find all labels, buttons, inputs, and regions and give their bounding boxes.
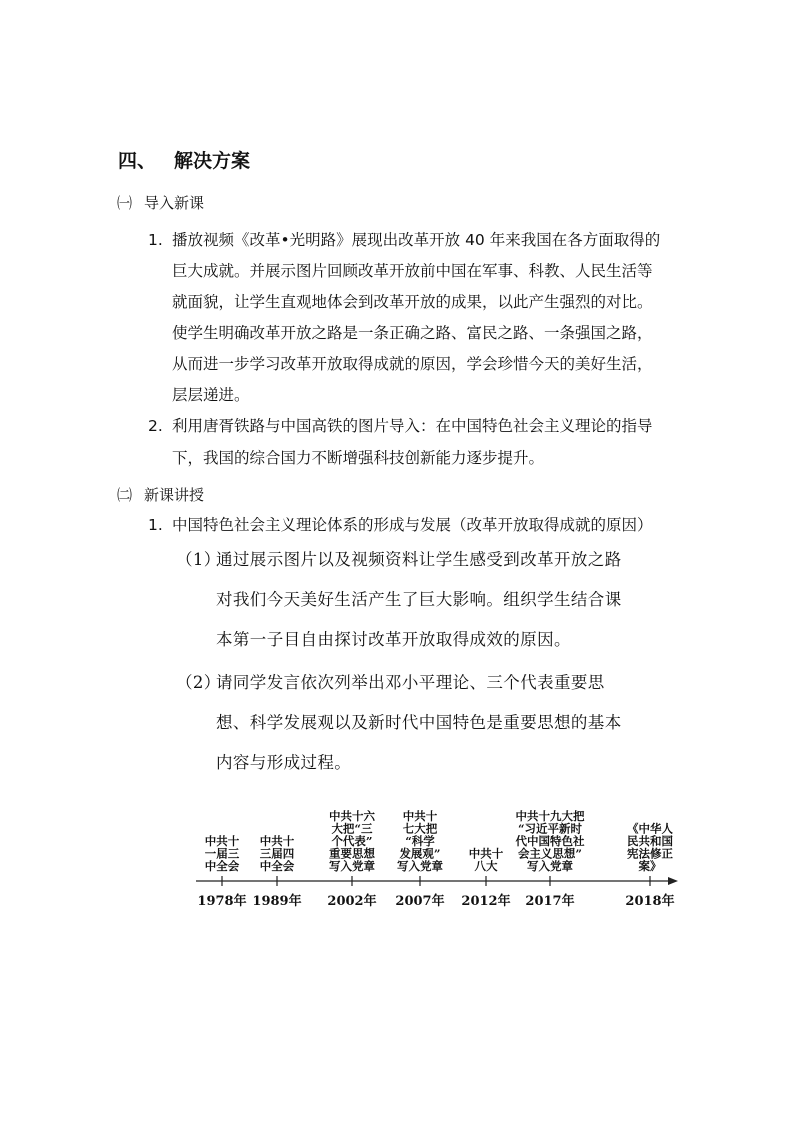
part1-item2-line-1 xyxy=(148,414,653,436)
part1-item1-line-6: 层层递进。 xyxy=(172,386,250,404)
text-line: 播放视频《改革•光明路》展现出改革开放 40 年来我国在各方面取得的 xyxy=(172,231,661,249)
part1-item2-line-2: 下，我国的综合国力不断增强科技创新能力逐步提升。 xyxy=(172,449,545,467)
text-line: 通过展示图片以及视频资料让学生感受到改革开放之路 xyxy=(216,550,622,569)
part2-item1 xyxy=(148,513,653,535)
timeline-year-label: 2018年 xyxy=(625,894,675,909)
timeline-event-label: 中共十 xyxy=(402,809,438,823)
sub2-marker: （2） xyxy=(176,673,221,692)
sub1-marker: （1） xyxy=(176,550,221,569)
part1-title: 导入新课 xyxy=(144,194,205,212)
timeline-year-label: 1978年 xyxy=(197,894,247,909)
timeline-event-label: 大把“三 xyxy=(331,821,373,836)
timeline-year-label: 1989年 xyxy=(252,894,302,909)
section-number: 四、 xyxy=(118,150,157,172)
timeline-event-label: 发展观” xyxy=(399,846,441,861)
text-line: 利用唐胥铁路与中国高铁的图片导入：在中国特色社会主义理论的指导 xyxy=(172,417,653,435)
section-heading xyxy=(118,146,250,173)
part2-sub1-line-3: 本第一子目自由探讨改革开放取得成效的原因。 xyxy=(216,630,571,649)
timeline-event-label: 中共十九大把 xyxy=(515,809,585,823)
timeline-event-label: 一届三 xyxy=(204,846,240,861)
timeline-event-label: 中全会 xyxy=(259,859,295,873)
part1-marker: ㈠ xyxy=(117,194,133,212)
timeline-event-label: 写入党章 xyxy=(527,859,573,873)
part2-sub2-line-2: 想、科学发展观以及新时代中国特色是重要思想的基本 xyxy=(216,713,622,732)
timeline-event-label: 宪法修正 xyxy=(627,846,673,861)
part2-title: 新课讲授 xyxy=(144,486,205,504)
timeline-event-label: 案》 xyxy=(638,859,662,873)
section-title: 解决方案 xyxy=(174,150,251,172)
timeline-event-label: 会主义思想” xyxy=(517,846,583,861)
timeline-event-label: 中共十 xyxy=(468,846,504,861)
part2-sub1-line-2: 对我们今天美好生活产生了巨大影响。组织学生结合课 xyxy=(216,590,622,609)
timeline-event-label: “习近平新时 xyxy=(517,821,583,836)
timeline-event-label: 中共十六 xyxy=(329,809,375,823)
timeline-year-label: 2012年 xyxy=(461,894,511,909)
part1-item1-number: 1. xyxy=(148,231,163,249)
timeline-event-label: 《中华人 xyxy=(627,821,673,836)
timeline-event-label: 七大把 xyxy=(402,821,438,836)
part2-heading xyxy=(117,484,204,505)
timeline-event-label: 民共和国 xyxy=(627,834,673,848)
timeline-event-label: 三届四 xyxy=(259,846,295,861)
part1-item2-number: 2. xyxy=(148,417,163,435)
text-line: 中国特色社会主义理论体系的形成与发展（改革开放取得成就的原因） xyxy=(172,516,653,534)
timeline-figure xyxy=(190,790,690,915)
part2-marker: ㈡ xyxy=(117,486,133,504)
timeline-year-label: 2002年 xyxy=(327,894,377,909)
text-line: 请同学发言依次列举出邓小平理论、三个代表重要思 xyxy=(216,673,605,692)
timeline-event-label: 写入党章 xyxy=(329,859,375,873)
part1-item1-line-3: 就面貌，让学生直观地体会到改革开放的成果，以此产生强烈的对比。 xyxy=(172,293,653,311)
part2-sub2-line-3: 内容与形成过程。 xyxy=(216,753,352,772)
part1-item1-line-4: 使学生明确改革开放之路是一条正确之路、富民之路、一条强国之路， xyxy=(172,324,653,342)
timeline-year-label: 2017年 xyxy=(525,894,575,909)
timeline-event-label: 代中国特色社 xyxy=(515,834,585,848)
timeline-event-label: 中共十 xyxy=(204,834,240,848)
timeline-event-label: 中共十 xyxy=(259,834,295,848)
part1-item1-line-1 xyxy=(148,228,660,250)
timeline-event-label: 个代表” xyxy=(331,834,373,848)
timeline-year-label: 2007年 xyxy=(395,894,445,909)
part1-item1-line-5: 从而进一步学习改革开放取得成就的原因，学会珍惜今天的美好生活， xyxy=(172,355,653,373)
timeline-event-label: 写入党章 xyxy=(397,859,443,873)
timeline-event-label: 中全会 xyxy=(204,859,240,873)
timeline-arrow-icon xyxy=(668,877,678,885)
part1-heading xyxy=(117,192,204,213)
part2-sub1-line-1 xyxy=(176,546,622,570)
part2-item1-number: 1. xyxy=(148,516,163,534)
timeline-event-label: “科学 xyxy=(405,834,435,848)
timeline-event-label: 八大 xyxy=(474,859,498,873)
timeline-event-label: 重要思想 xyxy=(329,846,375,861)
part1-item1-line-2: 巨大成就。并展示图片回顾改革开放前中国在军事、科教、人民生活等 xyxy=(172,262,653,280)
part2-sub2-line-1 xyxy=(176,669,605,693)
